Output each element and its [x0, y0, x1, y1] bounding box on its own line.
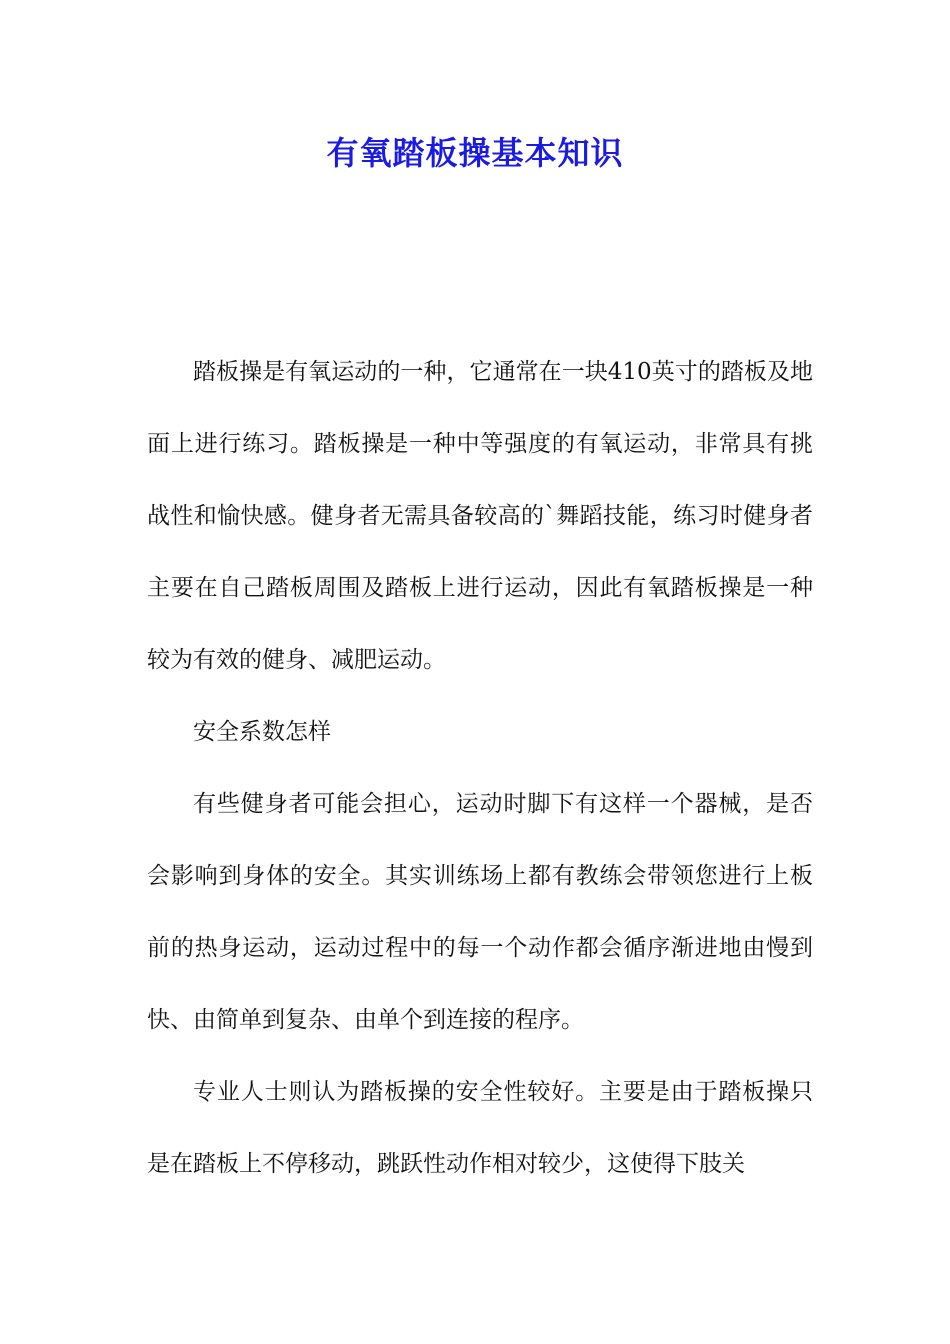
section-heading-safety: 安全系数怎样 — [193, 719, 331, 745]
paragraph-expert-opinion: 专业人士则认为踏板操的安全性较好。主要是由于踏板操只是在踏板上不停移动，跳跃性动作相对较少，这使得下肢关 — [147, 1079, 813, 1177]
paragraph-safety-concern: 有些健身者可能会担心，运动时脚下有这样一个器械，是否会影响到身体的安全。其实训练场上都有教练会带领您进行上板前的热身运动，运动过程中的每一个动作都会循序渐进地由慢到快、由简单到复杂、由单个到连接的程序。 — [147, 791, 813, 1033]
document-body — [147, 336, 813, 1200]
document-title: 有氧踏板操基本知识 — [326, 134, 624, 172]
paragraph-intro: 踏板操是有氧运动的一种，它通常在一块410英寸的踏板及地面上进行练习。踏板操是一种中等强度的有氧运动，非常具有挑战性和愉快感。健身者无需具备较高的`舞蹈技能，练习时健身者主要在自己踏板周围及踏板上进行运动，因此有氧踏板操是一种较为有效的健身、减肥运动。 — [147, 359, 813, 673]
